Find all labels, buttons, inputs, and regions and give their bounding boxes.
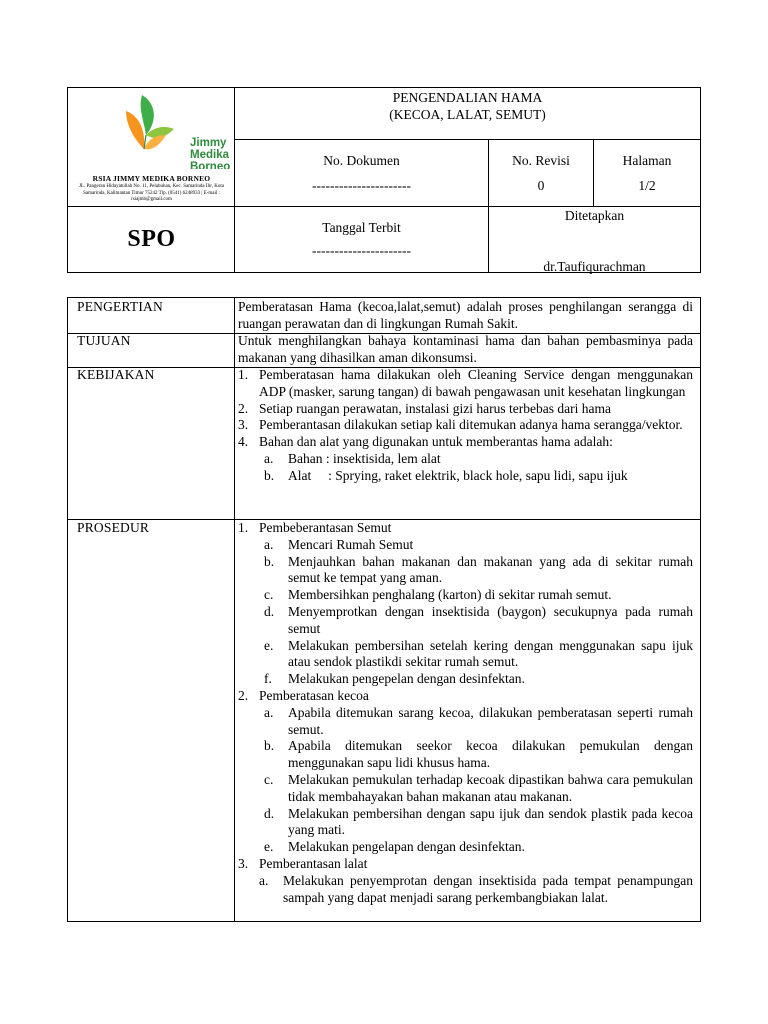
prosedur-list — [238, 520, 693, 906]
list-text: Menjauhkan bahan makanan dan makanan yang ada di sekitar rumah semut ke tempat yang aman. — [288, 553, 693, 586]
list-letter: b. — [264, 553, 275, 569]
hospital-name: RSIA JIMMY MEDIKA BORNEO — [92, 174, 211, 183]
no-dokumen-value: ---------------------- — [312, 178, 411, 193]
list-number: 3. — [238, 417, 249, 433]
tujuan-text: Untuk menghilangkan bahaya kontaminasi hama dan bahan pembasminya pada makanan yang dihasilkan aman dikonsumsi. — [238, 333, 693, 365]
list-text: Bahan dan alat yang digunakan untuk memberantas hama adalah: — [259, 434, 613, 450]
list-text: Setiap ruangan perawatan, instalasi gizi harus terbebas dari hama — [259, 400, 611, 416]
list-number: 2. — [238, 400, 249, 416]
halaman-value: 1/2 — [638, 178, 656, 193]
leaf-logo-icon — [120, 91, 192, 169]
sub-list-item — [238, 638, 693, 672]
ditetapkan-label: Ditetapkan — [564, 208, 625, 223]
sub-list-item — [238, 604, 693, 638]
list-letter: d. — [264, 603, 275, 619]
sub-list-item — [238, 537, 693, 554]
list-text: Apabila ditemukan seekor kecoa dilakukan pemukulan dengan menggunakan sapu lidi khusus hama. — [288, 738, 693, 771]
title-line: (KECOA, LALAT, SEMUT) — [389, 107, 546, 122]
sub-list-item — [238, 806, 693, 840]
ditetapkan-name: dr.Taufiqurachman — [543, 259, 646, 274]
list-item — [238, 520, 693, 537]
group-title: Pembeberantasan Semut — [259, 520, 392, 535]
list-letter: f. — [264, 671, 272, 687]
section-label-prosedur: PROSEDUR — [77, 520, 150, 535]
list-letter: a. — [264, 704, 274, 720]
list-text: Membersihkan penghalang (karton) di sekitar rumah semut. — [288, 587, 612, 603]
document-type: SPO — [127, 226, 176, 252]
header-divider — [234, 139, 700, 140]
sub-list-item — [238, 451, 693, 468]
no-revisi-cell — [489, 152, 593, 194]
list-text: Pemberatasan hama dilakukan oleh Cleaning Service dengan menggunakan ADP (masker, sarung tangan) di bawah pengawasan unit kesehatan lingkungan — [259, 367, 693, 399]
list-text: Melakukan penyemprotan dengan insektisida pada tempat penampungan sampah yang dapat menjadi sarang perkembangbiakan lalat. — [283, 872, 693, 905]
section-label-kebijakan: KEBIJAKAN — [77, 367, 155, 382]
sub-list-item — [238, 587, 693, 604]
list-item — [238, 688, 693, 705]
content-table — [67, 297, 701, 922]
title-line: PENGENDALIAN HAMA — [392, 90, 543, 105]
sub-list-item — [238, 468, 693, 485]
halaman-cell — [594, 152, 700, 194]
list-letter: a. — [259, 872, 269, 888]
hospital-address: JL. Pangeran Hidayatullah No. 11, Pelabuhan, Kec. Samarinda Ilir, Kota Samarinda, Kalimantan Timur 75242 Tlp. (0541) 6248933 | E-mail : rsiajmb@gmail.com — [79, 184, 224, 202]
no-dokumen-cell — [235, 152, 488, 194]
list-number: 1. — [238, 367, 249, 382]
no-revisi-value: 0 — [537, 178, 545, 193]
sub-list-item — [238, 839, 693, 856]
logo-text: Borneo — [190, 161, 231, 169]
list-item — [238, 401, 693, 418]
list-text: Menyemprotkan dengan insektisida (baygon) secukupnya pada rumah semut — [288, 603, 693, 636]
list-text: Melakukan pembersihan setelah kering dengan menggunakan sapu ijuk atau sendok plastikdi sekitar rumah semut. — [288, 637, 693, 670]
list-letter: e. — [264, 637, 274, 653]
group-title: Pemberantasan lalat — [259, 855, 368, 871]
list-letter: c. — [264, 587, 274, 603]
section-label-pengertian: PENGERTIAN — [77, 299, 163, 314]
list-item — [238, 367, 693, 401]
hospital-logo-cell — [68, 88, 235, 206]
no-revisi-label: No. Revisi — [512, 153, 570, 168]
list-text: Pemberantasan dilakukan setiap kali ditemukan adanya hama serangga/vektor. — [259, 417, 683, 433]
tanggal-terbit-label: Tanggal Terbit — [322, 220, 401, 235]
group-title: Pemberatasan kecoa — [259, 687, 369, 703]
list-letter: e. — [264, 839, 274, 855]
list-item — [238, 417, 693, 434]
no-dokumen-label: No. Dokumen — [323, 153, 400, 168]
list-letter: c. — [264, 771, 274, 787]
tanggal-terbit-value: ---------------------- — [312, 243, 411, 258]
list-text: Melakukan pengelapan dengan desinfektan. — [288, 839, 525, 855]
column-divider — [234, 298, 235, 921]
kebijakan-list — [238, 367, 693, 485]
list-number: 1. — [238, 520, 249, 535]
list-letter: d. — [264, 805, 275, 821]
sub-list-item — [238, 705, 693, 739]
list-number: 3. — [238, 855, 249, 871]
list-letter: b. — [264, 738, 275, 754]
pengertian-text: Pemberatasan Hama (kecoa,lalat,semut) adalah proses penghilangan serangga di ruangan perawatan dan di lingkungan Rumah Sakit. — [238, 299, 693, 331]
list-number: 2. — [238, 687, 249, 703]
sub-list-item — [238, 554, 693, 588]
list-text: Bahan : insektisida, lem alat — [288, 450, 441, 466]
halaman-label: Halaman — [622, 153, 672, 168]
list-text: Melakukan pengepelan dengan desinfektan. — [288, 671, 525, 687]
header-table — [67, 87, 701, 273]
list-item — [238, 434, 693, 451]
sub-list-item — [238, 772, 693, 806]
sub-list-item — [238, 738, 693, 772]
list-letter: b. — [264, 467, 275, 483]
sub-list-item — [238, 873, 693, 907]
logo-text: Medika — [190, 149, 229, 161]
list-letter: a. — [264, 536, 274, 552]
list-text: Apabila ditemukan sarang kecoa, dilakukan pemberatasan seperti rumah semut. — [288, 704, 693, 737]
list-number: 4. — [238, 434, 249, 450]
list-text: Mencari Rumah Semut — [288, 536, 414, 552]
document-title — [235, 89, 700, 123]
sub-list-item — [238, 671, 693, 688]
list-text: Melakukan pemukulan terhadap kecoak dipastikan bahwa cara pemukulan tidak membahayakan bahan makanan atau makanan. — [288, 771, 693, 804]
section-label-tujuan: TUJUAN — [77, 333, 131, 348]
list-item — [238, 856, 693, 873]
list-text: Alat : Sprying, raket elektrik, black hole, sapu lidi, sapu ijuk — [288, 467, 628, 483]
list-text: Melakukan pembersihan dengan sapu ijuk dan sendok plastik pada kecoa yang mati. — [288, 805, 693, 838]
logo-text: Jimmy — [190, 137, 227, 149]
list-letter: a. — [264, 450, 274, 466]
tanggal-terbit-cell — [235, 219, 488, 259]
